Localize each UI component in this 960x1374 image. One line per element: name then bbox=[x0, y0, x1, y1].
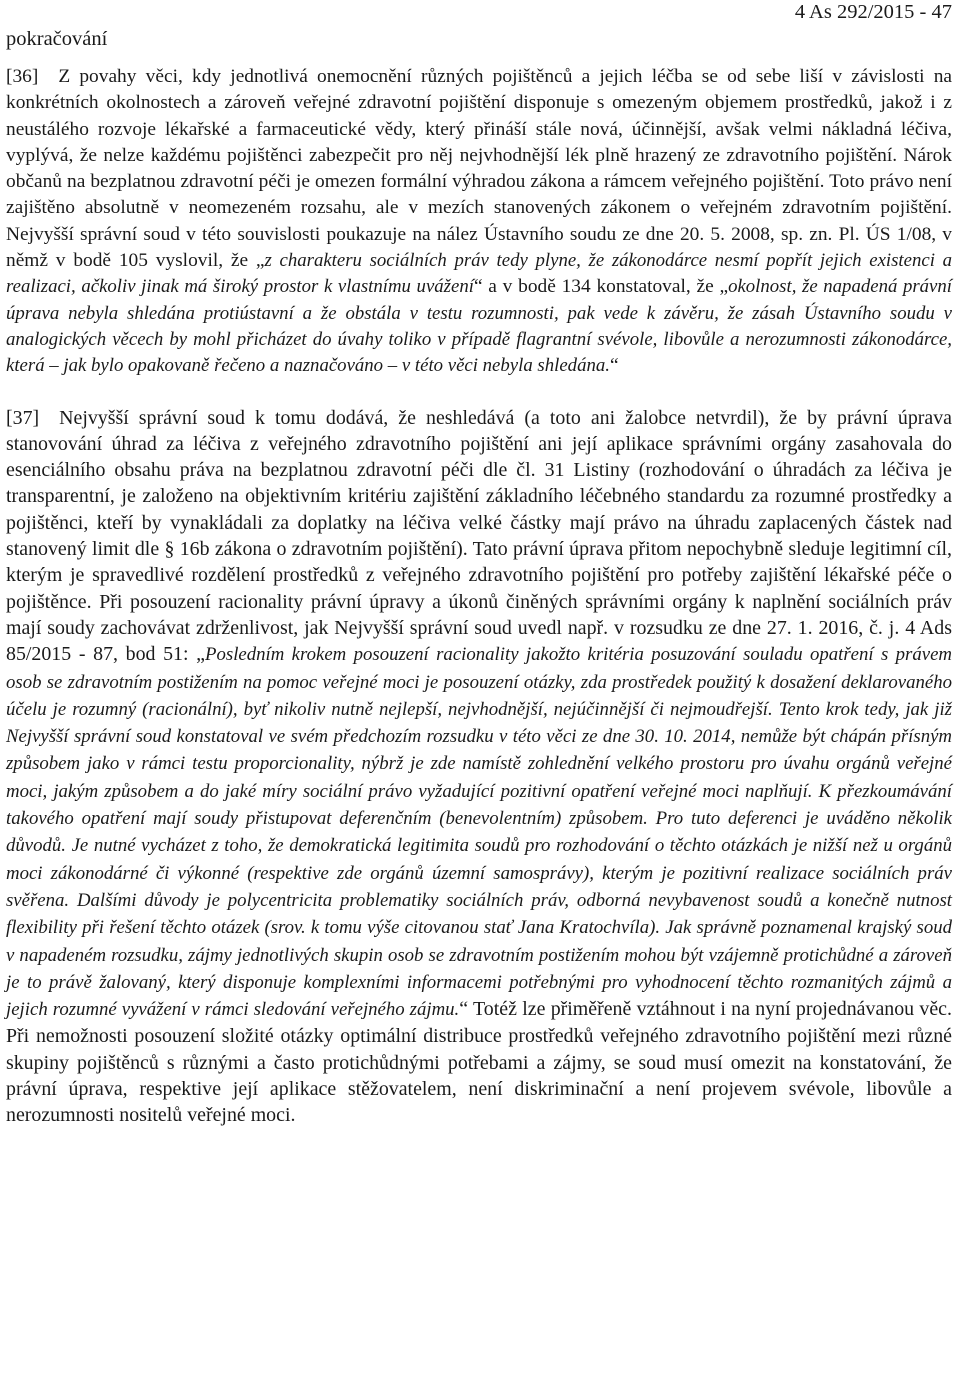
case-number: 4 As 292/2015 - 47 bbox=[794, 1, 952, 23]
page-header bbox=[6, 0, 952, 64]
paragraph-text: “ Totéž lze přiměřeně vztáhnout i na nyní projednávanou věc. Při nemožnosti posouzení složité otázky optimální distribuce prostředků veřejného zdravotního pojištění mezi různé skupiny pojištěnců s různými a často protichůdnými potřebami a zájmy, se soud musí omezit na konstatování, že právní úprava, respektive její aplikace stěžovatelem, není diskriminační a není projevem svévole, libovůle a nerozumnosti nositelů veřejné moci. bbox=[6, 998, 952, 1127]
paragraph-number: [37] bbox=[6, 406, 40, 429]
paragraph-37 bbox=[6, 405, 952, 1129]
paragraph-text: Z povahy věci, kdy jednotlivá onemocnění různých pojištěnců a jejich léčba se od sebe liší v závislosti na konkrétních okolnostech a zároveň veřejné zdravotní pojištění disponuje s omezeným objemem prostředků, jakož i z neustálého rozvoje lékařské a farmaceutické vědy, který přináší stále nová, účinnější, avšak velmi nákladná léčiva, vyplývá, že nelze každému pojištěnci zabezpečit pro něj nejvhodnější lék plně hrazený ze zdravotního pojištění. Nárok občanů na bezplatnou zdravotní péči je omezen formální výhradou zákona a rámcem veřejného pojištění. Toto právo není zajištěno absolutně v neomezeném rozsahu, ale v mezích stanovených zákonem o veřejném zdravotním pojištění. Nejvyšší správní soud v této souvislosti poukazuje na nález Ústavního soudu ze dne 20. 5. 2008, sp. zn. Pl. ÚS 1/08, v němž v bodě 105 vyslovil, že „ bbox=[6, 66, 952, 272]
quotation: Posledním krokem posouzení racionality jakožto kritéria posuzování souladu opatření s právem osob se zdravotním postižením na pomoc veřejné moci je posouzení otázky, zda prostředek použitý k dosažení deklarovaného účelu je rozumný (racionální), byť nikoliv nutně nejlepší, nejvhodnější, nejúčinnější či nejmoudřejší. Tento krok tedy, jak již Nejvyšší správní soud konstatoval ve svém předchozím rozsudku v této věci ze dne 30. 10. 2014, nemůže být chápán přísným způsobem jako v rámci testu proporcionality, nýbrž je zde namístě zohlednění velkého prostoru pro úvahu orgánů veřejné moci, jakým způsobem a do jaké míry sociální právo vyžadující pozitivní opatření veřejné moci naplňují. K přezkoumávání takového opatření mají soudy přistupovat deferenčním (benevolentním) způsobem. Pro tuto deferenci je uváděno několik důvodů. Je nutné vycházet z toho, že demokratická legitimita soudů pro rozhodování o těchto otázkách je nižší než u orgánů moci zákonodárné či výkonné (respektive zde orgánů územní samosprávy), kterým je pozitivní realizace sociálních práv svěřena. Dalšími důvody je polycentricita problematiky sociálních práv, odborná nevybavenost soudů a konečně nutnost flexibility při řešení těchto otázek (srov. k tomu výše citovanou stať Jana Kratochvíla). Jak správně poznamenal krajský soud v napadeném rozsudku, zájmy jednotlivých skupin osob se zdravotním postižením mohou být vzájemně protichůdné a zároveň je to právě žalovaný, který disponuje komplexními informacemi potřebnými pro vyhodnocení těchto rozmanitých zájmů a jejich rozumné vyvážení v rámci sledování veřejného zájmu. bbox=[6, 644, 952, 1021]
paragraph-text: “ a v bodě 134 konstatoval, že „ bbox=[473, 276, 729, 298]
paragraph-text: “ bbox=[609, 355, 619, 377]
document-page bbox=[6, 0, 952, 1374]
paragraph-36 bbox=[6, 64, 952, 380]
quotation: okolnost, že napadená právní úprava nebyla shledána protiústavní a že obstála v testu rozumnosti, pak vede k závěru, že zásah Ústavního soudu v analogických věcech by mohl přicházet do úvahy toliko v případě flagrantní svévole, libovůle a nerozumnosti zákonodárce, která – jak bylo opakovaně řečeno a naznačováno – v této věci nebyla shledána. bbox=[6, 276, 952, 377]
paragraph-text: Nejvyšší správní soud k tomu dodává, že neshledává (a toto ani žalobce netvrdil), že by právní úprava stanovování úhrad za léčiva z veřejného zdravotního pojištění ani její aplikace správními orgány zasahovala do esenciálního obsahu práva na bezplatnou zdravotní péči dle čl. 31 Listiny (rozhodování o úhradách za léčiva je transparentní, je založeno na objektivním kritériu zajištění základního léčebného standardu za rozumné prostředky a pojištěnci, kteří by vynakládali za doplatky na léčiva velké částky mají právo na úhradu zaplacených částek nad stanovený limit dle § 16b zákona o zdravotním pojištění). Tato právní úprava přitom nepochybně sleduje legitimní cíl, kterým je spravedlivé rozdělení prostředků z veřejného zdravotního pojištění pro potřeby zajištění lékařské péče o pojištěnce. Při posouzení racionality právní úpravy a úkonů činěných správními orgány k naplnění sociálních práv mají soudy zachovávat zdrženlivost, jak Nejvyšší správní soud uvedl např. v rozsudku ze dne 27. 1. 2016, č. j. 4 Ads 85/2015 - 87, bod 51: „ bbox=[6, 406, 952, 666]
continuation-label: pokračování bbox=[6, 28, 108, 50]
paragraph-number: [36] bbox=[6, 66, 39, 87]
quotation: z charakteru sociálních práv tedy plyne, že zákonodárce nesmí popřít jejich existenci a realizaci, ačkoliv jinak má široký prostor k vlastnímu uvážení bbox=[6, 250, 952, 298]
